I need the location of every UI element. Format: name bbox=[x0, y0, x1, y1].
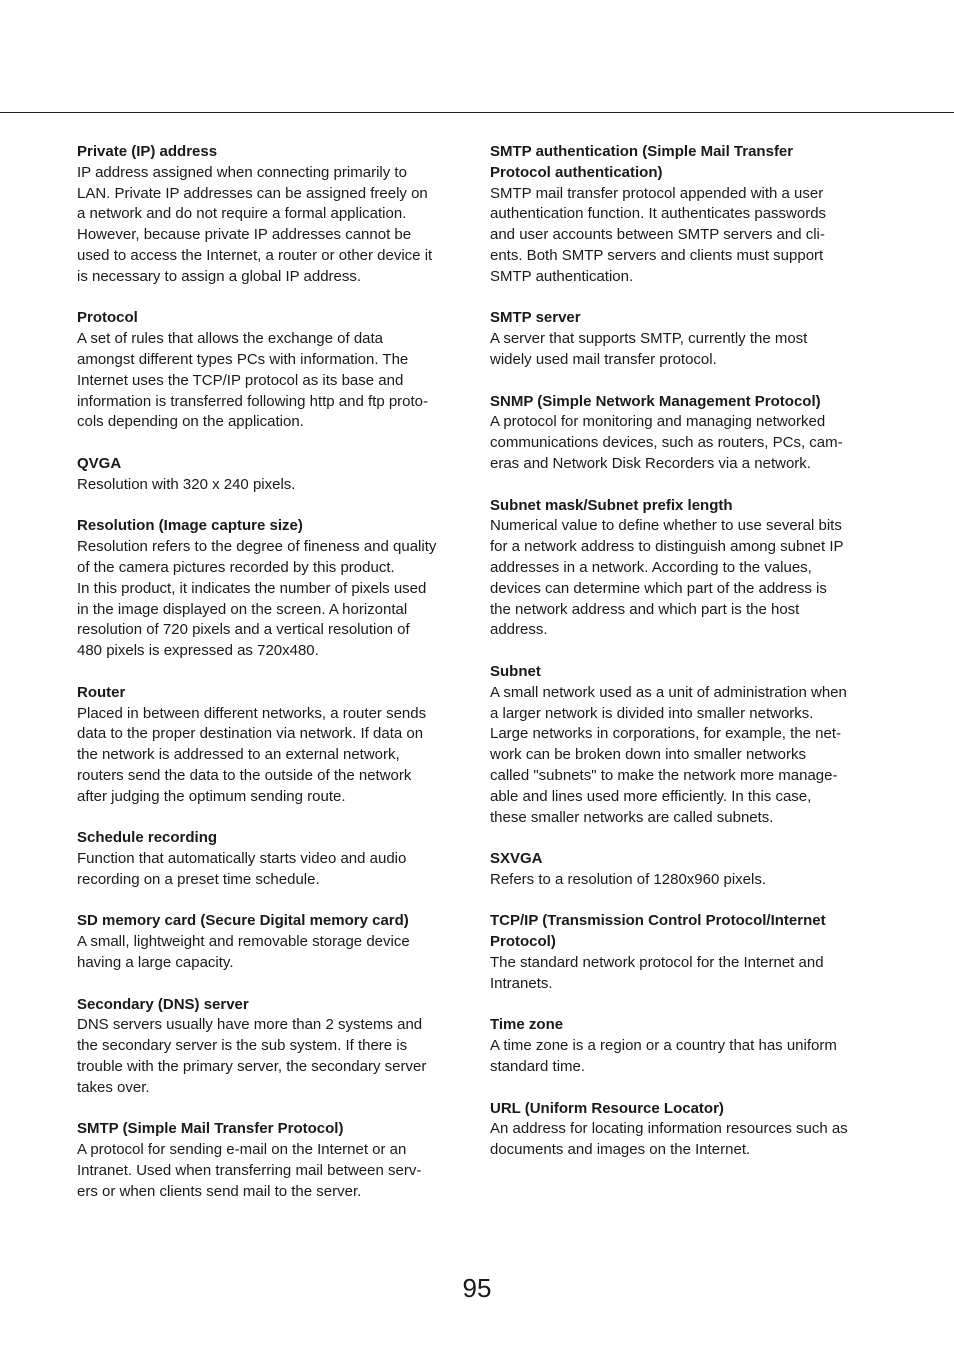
glossary-entry bbox=[490, 496, 882, 642]
glossary-entry bbox=[490, 1099, 882, 1161]
glossary-entry bbox=[77, 308, 469, 433]
glossary-column-left bbox=[77, 142, 469, 1223]
glossary-definition: SMTP mail transfer protocol appended with a user authentication function. It authenticates passwords and user accounts between SMTP servers and cli- ents. Both SMTP servers and clients must support SMTP authentication. bbox=[490, 184, 827, 285]
glossary-entry bbox=[77, 828, 469, 890]
glossary-term: SMTP authentication (Simple Mail Transfer Protocol authentication) bbox=[490, 143, 794, 181]
glossary-term: SD memory card (Secure Digital memory card) bbox=[77, 912, 409, 930]
glossary-entry bbox=[490, 911, 882, 994]
glossary-term: SMTP (Simple Mail Transfer Protocol) bbox=[77, 1120, 344, 1138]
glossary-term: Resolution (Image capture size) bbox=[77, 517, 303, 535]
glossary-entry bbox=[490, 849, 882, 891]
glossary-definition: An address for locating information resources such as documents and images on the Internet. bbox=[490, 1120, 848, 1159]
glossary-entry bbox=[490, 662, 882, 828]
glossary-term: Subnet bbox=[490, 662, 541, 680]
glossary-term: Protocol bbox=[77, 309, 138, 327]
glossary-entry bbox=[77, 995, 469, 1099]
glossary-definition: Function that automatically starts video and audio recording on a preset time schedule. bbox=[77, 850, 407, 888]
glossary-entry bbox=[77, 516, 469, 662]
glossary-entry bbox=[490, 142, 882, 288]
glossary-term: SMTP server bbox=[490, 309, 581, 327]
glossary-definition: Placed in between different networks, a router sends data to the proper destination via network. If data on the network is addressed to an external network, routers send the data to the outside of the network after judging the optimum sending route. bbox=[77, 704, 427, 805]
glossary-term: TCP/IP (Transmission Control Protocol/Internet Protocol) bbox=[490, 912, 826, 951]
glossary-entry bbox=[77, 1119, 469, 1202]
glossary-definition: A small network used as a unit of administration when a larger network is divided into smaller networks. Large networks in corporations, for example, the net- work can be broken down into smaller networks called "subnets" to make the network more manage- able and lines used more efficiently. In this case, these smaller networks are called subnets. bbox=[490, 683, 847, 826]
glossary-term: Router bbox=[77, 683, 126, 701]
glossary-entry bbox=[490, 392, 882, 475]
glossary-term: SNMP (Simple Network Management Protocol) bbox=[490, 392, 821, 410]
glossary-column-right bbox=[490, 142, 882, 1182]
glossary-definition: Resolution refers to the degree of fineness and quality of the camera pictures recorded by this product. In this product, it indicates the number of pixels used in the image displayed on the screen. A horizontal resolution of 720 pixels and a vertical resolution of 480 pixels is expressed as 720x480. bbox=[77, 538, 437, 660]
header-rule bbox=[0, 112, 954, 113]
glossary-definition: The standard network protocol for the Internet and Intranets. bbox=[490, 954, 824, 992]
glossary-definition: DNS servers usually have more than 2 systems and the secondary server is the sub system. If there is trouble with the primary server, the secondary server takes over. bbox=[77, 1016, 427, 1096]
glossary-entry bbox=[77, 454, 469, 496]
glossary-term: Secondary (DNS) server bbox=[77, 995, 249, 1013]
glossary-term: Subnet mask/Subnet prefix length bbox=[490, 496, 733, 514]
glossary-definition: A server that supports SMTP, currently the most widely used mail transfer protocol. bbox=[490, 330, 808, 368]
glossary-definition: A protocol for monitoring and managing networked communications devices, such as routers, PCs, cam- eras and Network Disk Recorders via a network. bbox=[490, 413, 843, 472]
glossary-definition: A protocol for sending e-mail on the Internet or an Intranet. Used when transferring mail between serv- ers or when clients send mail to the server. bbox=[77, 1141, 422, 1200]
glossary-definition: Resolution with 320 x 240 pixels. bbox=[77, 475, 296, 493]
glossary-term: SXVGA bbox=[490, 850, 543, 868]
page-number: 95 bbox=[462, 1273, 492, 1303]
glossary-term: Time zone bbox=[490, 1016, 564, 1034]
glossary-definition: A small, lightweight and removable storage device having a large capacity. bbox=[77, 933, 410, 972]
glossary-definition: A set of rules that allows the exchange of data amongst different types PCs with information. The Internet uses the TCP/IP protocol as its base and information is transferred following http and ftp proto- cols depending on the application. bbox=[77, 330, 429, 431]
glossary-term: Schedule recording bbox=[77, 829, 218, 847]
glossary-definition: Numerical value to define whether to use several bits for a network address to distinguish among subnet IP addresses in a network. According to the values, devices can determine which part of the address is the network address and which part is the host address. bbox=[490, 517, 844, 639]
glossary-term: Private (IP) address bbox=[77, 143, 218, 160]
glossary-term: URL (Uniform Resource Locator) bbox=[490, 1099, 724, 1117]
glossary-definition: IP address assigned when connecting primarily to LAN. Private IP addresses can be assigned freely on a network and do not require a formal application. However, because private IP addresses cannot be used to access the Internet, a router or other device it is necessary to assign a global IP address. bbox=[77, 163, 433, 285]
glossary-entry bbox=[77, 683, 469, 808]
glossary-term: QVGA bbox=[77, 454, 122, 472]
glossary-entry bbox=[490, 308, 882, 370]
glossary-entry bbox=[77, 142, 469, 288]
glossary-definition: Refers to a resolution of 1280x960 pixels. bbox=[490, 870, 766, 888]
glossary-definition: A time zone is a region or a country that has uniform standard time. bbox=[490, 1037, 837, 1076]
glossary-entry bbox=[490, 1015, 882, 1077]
glossary-entry bbox=[77, 911, 469, 973]
